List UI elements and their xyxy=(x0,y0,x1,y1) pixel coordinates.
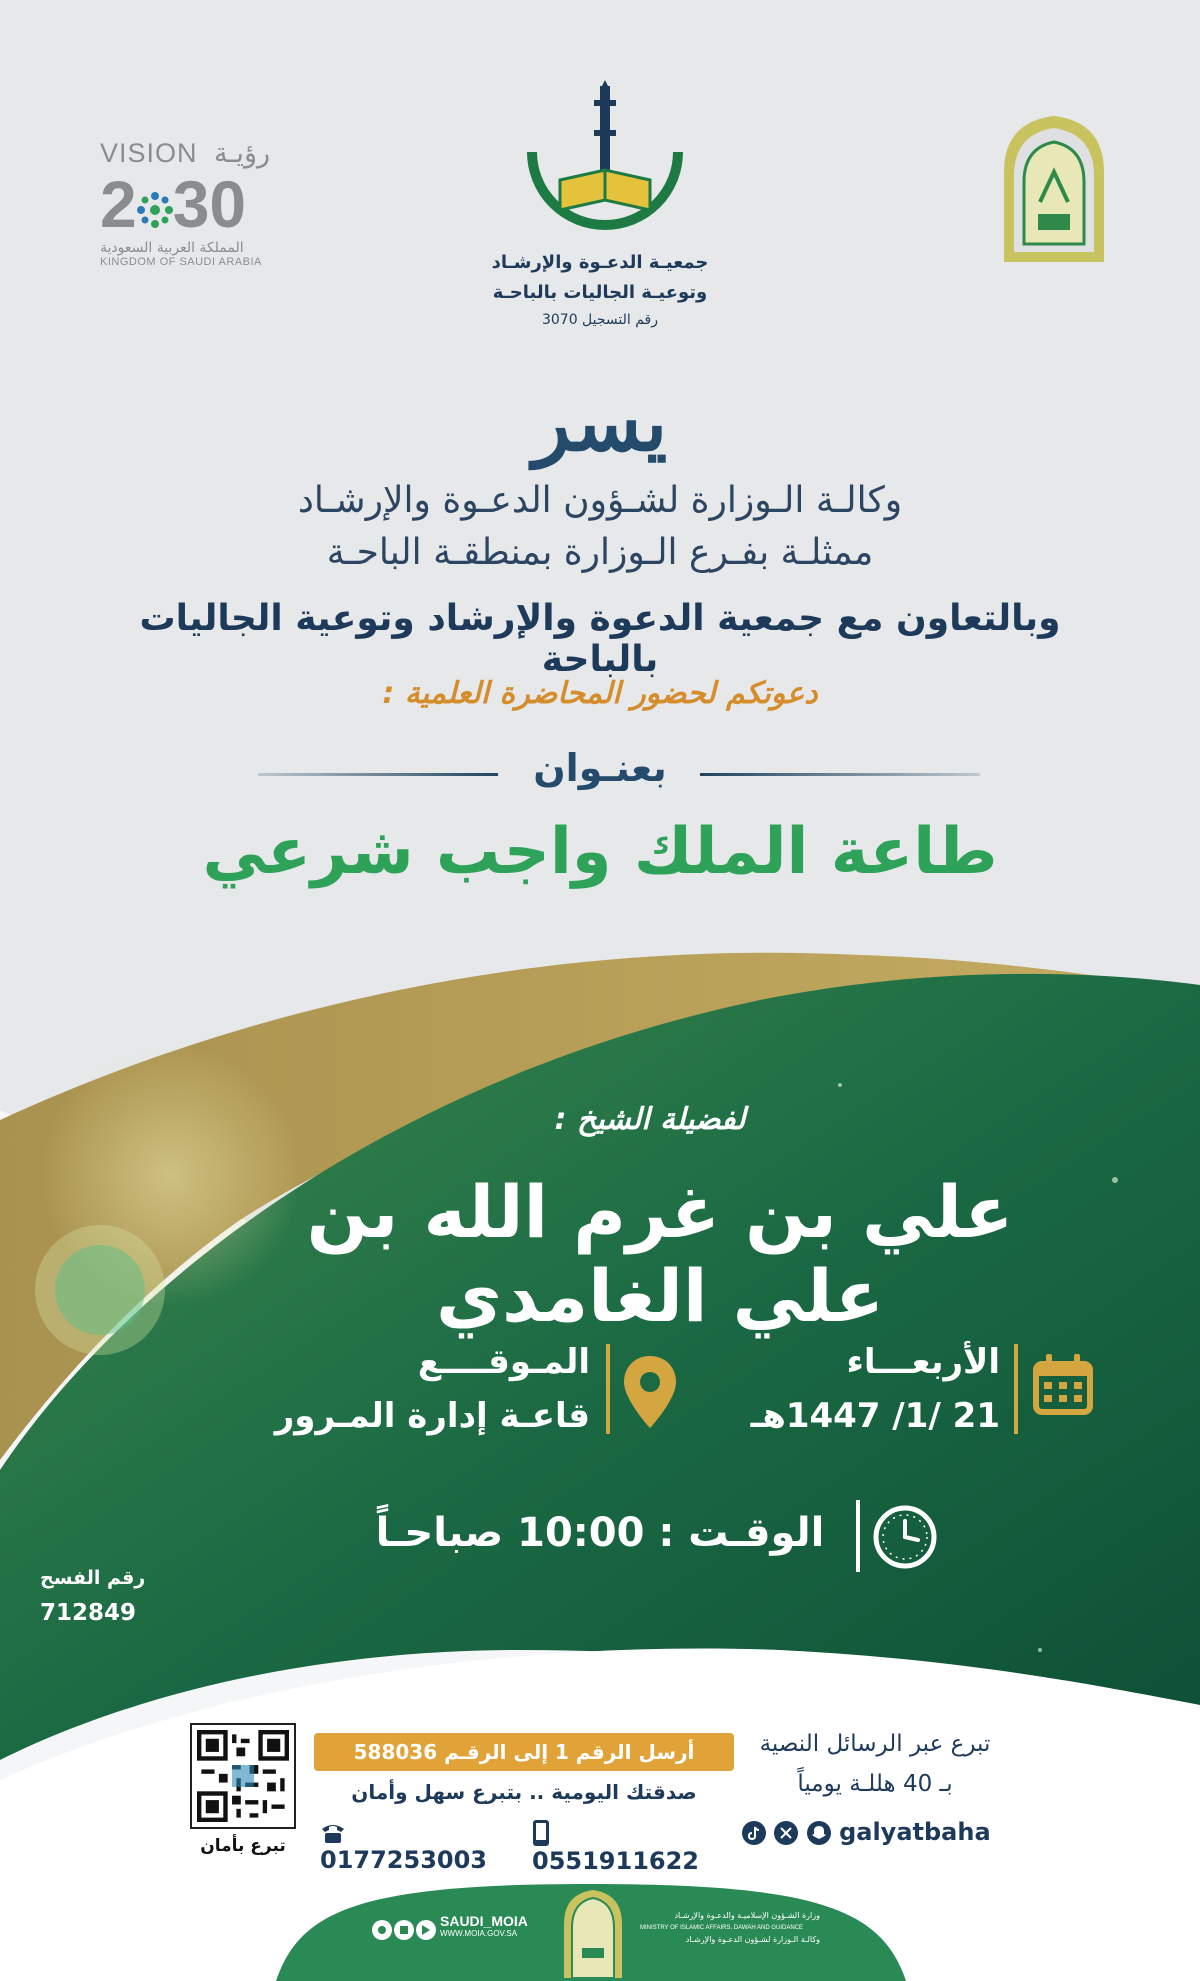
clock-icon xyxy=(870,1502,940,1572)
license-label: رقم الفسح xyxy=(40,1567,146,1589)
event-time: الوقـت : 10:00 صباحـاً xyxy=(375,1510,825,1556)
ministry-web[interactable] xyxy=(440,1913,550,1938)
qr-pattern xyxy=(197,1730,289,1822)
ministry-name-block xyxy=(640,1910,820,1946)
sms-donate-heading: تبرع عبر الرسائل النصية xyxy=(759,1731,991,1757)
vision-wordmark xyxy=(100,138,300,169)
vision-country-ar: المملكة العربية السعودية xyxy=(100,240,244,256)
association-registration: رقم التسجيل 3070 xyxy=(541,312,659,328)
event-location-label: المـوقــــع xyxy=(417,1342,590,1382)
vision-year xyxy=(100,167,300,241)
lecturer-label: لفضيلة الشيخ : xyxy=(554,1102,746,1137)
intro-invitation: دعوتكم لحضور المحاضرة العلمية : xyxy=(382,676,818,711)
landline-contact[interactable] xyxy=(320,1818,510,1874)
intro-line3: وبالتعاون مع جمعية الدعوة والإرشاد وتوعية الجاليات بالباحة xyxy=(139,598,1061,680)
vision-word-en: VISION xyxy=(100,138,198,168)
event-location-value: قاعـة إدارة المـرور xyxy=(274,1396,590,1436)
landline-number: 0177253003 xyxy=(320,1846,487,1874)
bottom-social-icons xyxy=(372,1918,438,1942)
intro-line1: وكالـة الـوزارة لشـؤون الدعـوة والإرشـاد xyxy=(297,480,903,521)
mobile-number: 0551911622 xyxy=(532,1847,699,1875)
donation-qr-code[interactable] xyxy=(190,1723,296,1829)
x-twitter-icon xyxy=(774,1821,798,1845)
title-divider-right xyxy=(700,773,980,776)
vision-country-en: KINGDOM OF SAUDI ARABIA xyxy=(100,256,262,268)
snapchat-icon xyxy=(807,1821,831,1845)
vision-word-ar: رؤيـة xyxy=(214,138,271,168)
sadaqa-slogan: صدقتك اليومية .. بتبرع سهل وأمان xyxy=(351,1780,697,1804)
ministry-name-ar: وزارة الشـؤون الإسلاميـة والدعـوة والإرشـاد xyxy=(674,1911,820,1920)
association-name-line1: جمعيـة الدعـوة والإرشـاد xyxy=(491,252,709,273)
qr-label: تبرع بأمان xyxy=(200,1836,286,1856)
ministry-emblem-icon xyxy=(560,1888,626,1978)
ministry-website: WWW.MOIA.GOV.SA xyxy=(440,1929,518,1938)
mobile-icon xyxy=(532,1819,550,1847)
ministry-handle: SAUDI_MOIA xyxy=(440,1913,528,1929)
association-logo xyxy=(490,80,720,260)
sms-instruction-badge: أرسل الرقم 1 إلى الرقـم 588036 xyxy=(314,1733,734,1771)
ministry-logo xyxy=(994,112,1114,262)
intro-line2: ممثلـة بفـرع الـوزارة بمنطقـة الباحـة xyxy=(326,532,874,573)
mobile-contact[interactable] xyxy=(532,1818,722,1875)
title-label: بعنـوان xyxy=(533,746,667,790)
vision-2030-logo xyxy=(100,138,300,268)
date-separator xyxy=(1014,1344,1018,1434)
event-day: الأربعـــاء xyxy=(846,1342,1000,1382)
license-number: 712849 xyxy=(40,1600,137,1626)
vision-year-right: 30 xyxy=(172,167,247,241)
association-name-line2: وتوعيـة الجاليات بالباحـة xyxy=(492,282,708,303)
title-divider-left xyxy=(258,773,498,776)
location-pin-icon xyxy=(620,1352,680,1432)
ministry-name-en: MINISTRY OF ISLAMIC AFFAIRS, DAWAH AND GUIDANCE xyxy=(640,1925,804,1931)
vision-year-left: 2 xyxy=(100,167,137,241)
tiktok-icon xyxy=(742,1821,766,1845)
social-handle[interactable] xyxy=(742,1818,1002,1846)
association-name xyxy=(440,248,760,308)
intro-yusir: يسر xyxy=(532,378,668,469)
lecturer-name: علي بن غرم الله بن علي الغامدي xyxy=(306,1170,1014,1338)
ministry-agency-ar: وكالـة الـوزارة لشـؤون الدعـوة والإرشـاد xyxy=(685,1935,820,1944)
calendar-icon xyxy=(1030,1350,1102,1422)
phone-icon xyxy=(320,1821,346,1845)
sms-donate-amount: بـ 40 هللـة يومياً xyxy=(797,1771,953,1797)
location-separator xyxy=(606,1344,610,1434)
vision-flower-icon xyxy=(133,188,177,232)
lecture-topic: طاعة الملك واجب شرعي xyxy=(202,815,998,889)
event-date: 21 /1/ 1447هـ xyxy=(750,1396,1000,1436)
social-handle-text: galyatbaha xyxy=(839,1818,991,1846)
